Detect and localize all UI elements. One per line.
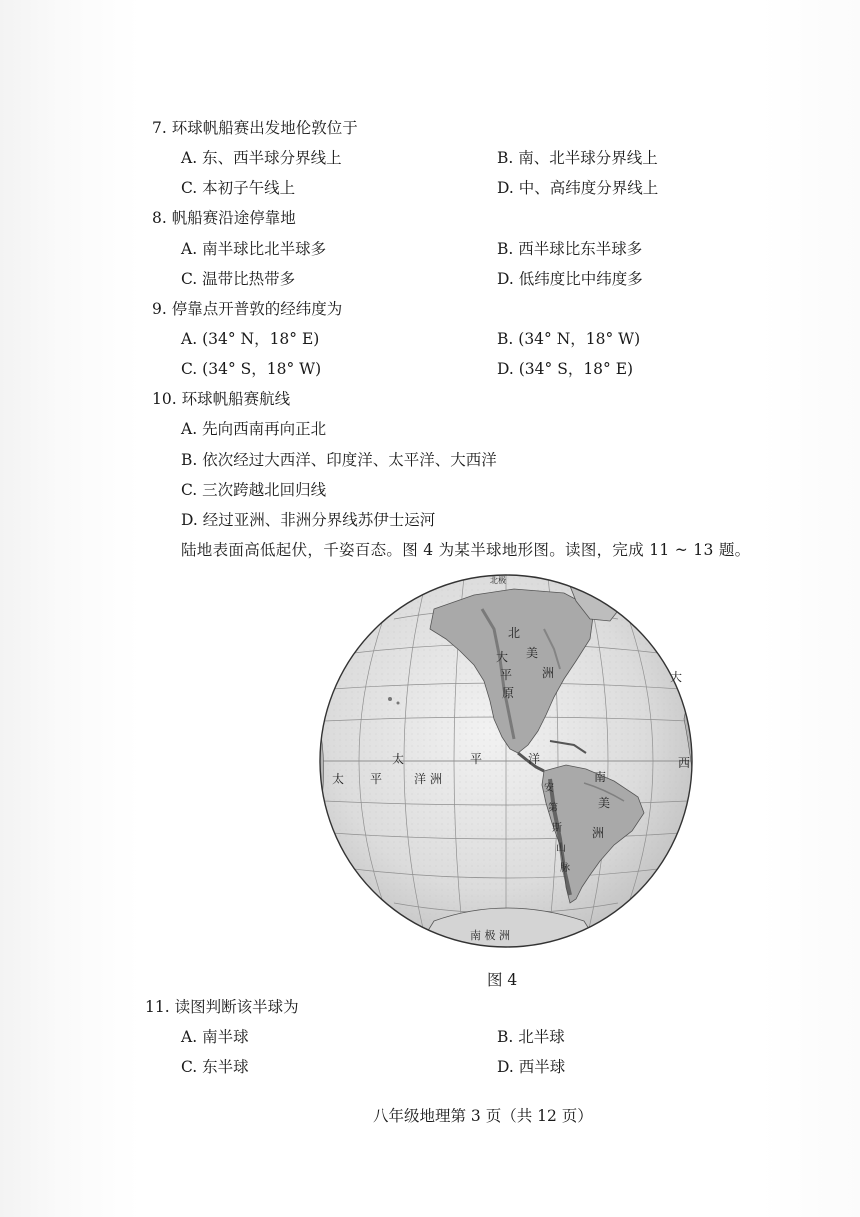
option-8a: A. 南半球比北半球多 bbox=[181, 240, 327, 258]
option-10d: D. 经过亚洲、非洲分界线苏伊士运河 bbox=[181, 511, 436, 529]
option-9b: B. (34° N，18° W) bbox=[497, 330, 641, 348]
label-pacific-3: 洋 bbox=[528, 752, 541, 766]
label-atlantic: 大 bbox=[670, 670, 683, 684]
question-stem: 环球帆船赛航线 bbox=[181, 390, 291, 408]
hemisphere-map bbox=[314, 569, 698, 953]
option-7d: D. 中、高纬度分界线上 bbox=[497, 179, 659, 197]
label-na-3: 洲 bbox=[542, 666, 555, 680]
label-plain-1: 大 bbox=[496, 650, 509, 664]
label-andes-5: 脉 bbox=[560, 863, 570, 874]
question-number: 10. bbox=[152, 390, 177, 408]
label-pacific-w3: 洋 bbox=[414, 772, 427, 786]
label-na-2: 美 bbox=[526, 646, 539, 660]
option-9d: D. (34° S，18° E) bbox=[497, 360, 634, 378]
option-7c: C. 本初子午线上 bbox=[181, 179, 296, 197]
figure-caption: 图 4 bbox=[487, 971, 518, 989]
option-11d: D. 西半球 bbox=[497, 1058, 566, 1076]
option-8b: B. 西半球比东半球多 bbox=[497, 240, 643, 258]
question-number: 11. bbox=[145, 998, 170, 1016]
label-na-1: 北 bbox=[508, 626, 521, 640]
option-9c: C. (34° S，18° W) bbox=[181, 360, 322, 378]
label-west: 西 bbox=[678, 756, 691, 770]
question-8 bbox=[152, 208, 296, 228]
question-11 bbox=[145, 997, 299, 1017]
label-sa-1: 南 bbox=[594, 770, 607, 784]
label-pacific-2: 平 bbox=[470, 752, 483, 766]
question-9 bbox=[152, 299, 342, 319]
option-11b: B. 北半球 bbox=[497, 1028, 565, 1046]
label-plain-3: 原 bbox=[502, 686, 515, 700]
label-sa-2: 美 bbox=[598, 796, 611, 810]
label-arctic: 北极 bbox=[490, 576, 506, 585]
label-plain-2: 平 bbox=[500, 668, 513, 682]
label-pacific-w1: 太 bbox=[332, 772, 345, 786]
page-footer: 八年级地理第 3 页（共 12 页） bbox=[373, 1107, 593, 1125]
option-8d: D. 低纬度比中纬度多 bbox=[497, 270, 643, 288]
label-sa-3: 洲 bbox=[592, 826, 605, 840]
label-andes-1: 安 bbox=[544, 783, 554, 794]
option-10a: A. 先向西南再向正北 bbox=[181, 420, 327, 438]
question-stem: 环球帆船赛出发地伦敦位于 bbox=[171, 119, 358, 137]
section-intro: 陆地表面高低起伏，千姿百态。图 4 为某半球地形图。读图，完成 11 ~ 13 题。 bbox=[181, 541, 751, 559]
question-number: 9. bbox=[152, 300, 167, 318]
question-stem: 帆船赛沿途停靠地 bbox=[171, 209, 296, 227]
question-stem: 读图判断该半球为 bbox=[174, 998, 299, 1016]
option-10b: B. 依次经过大西洋、印度洋、太平洋、大西洋 bbox=[181, 451, 497, 469]
question-number: 8. bbox=[152, 209, 167, 227]
label-andes-2: 第 bbox=[548, 803, 558, 814]
label-antarctica: 南 极 洲 bbox=[470, 929, 510, 942]
hemisphere-map-svg bbox=[314, 569, 698, 953]
label-pacific-w2: 平 bbox=[370, 772, 383, 786]
option-7b: B. 南、北半球分界线上 bbox=[497, 149, 658, 167]
question-10 bbox=[152, 389, 290, 409]
label-pacific-1: 太 bbox=[392, 752, 405, 766]
question-stem: 停靠点开普敦的经纬度为 bbox=[171, 300, 343, 318]
option-11a: A. 南半球 bbox=[181, 1028, 249, 1046]
label-andes-4: 山 bbox=[556, 843, 566, 854]
question-7 bbox=[152, 118, 358, 138]
option-10c: C. 三次跨越北回归线 bbox=[181, 481, 327, 499]
option-7a: A. 东、西半球分界线上 bbox=[181, 149, 342, 167]
label-pacific-w4: 洲 bbox=[430, 772, 443, 786]
question-number: 7. bbox=[152, 119, 167, 137]
option-8c: C. 温带比热带多 bbox=[181, 270, 296, 288]
option-11c: C. 东半球 bbox=[181, 1058, 249, 1076]
label-andes-3: 斯 bbox=[552, 823, 562, 834]
option-9a: A. (34° N，18° E) bbox=[181, 330, 320, 348]
